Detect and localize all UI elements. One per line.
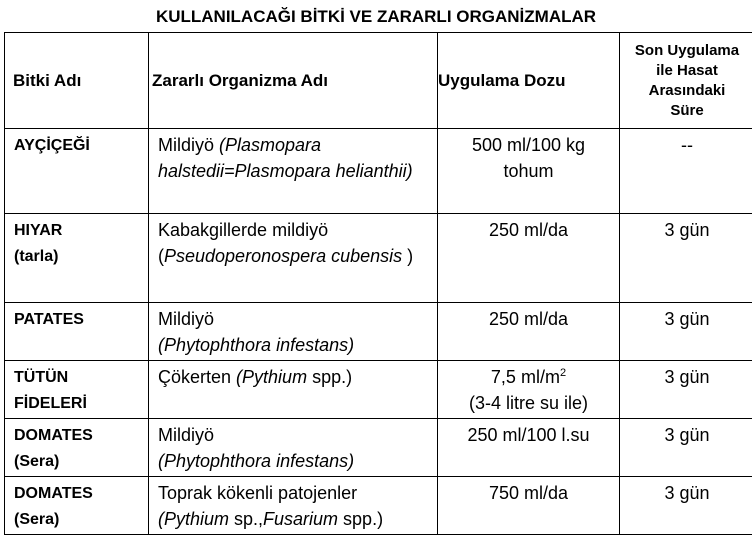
table-row (5, 361, 752, 419)
harvest-interval-value: 3 gün (620, 303, 752, 361)
table-row (5, 214, 752, 303)
document-title: KULLANILACAĞI BİTKİ VE ZARARLI ORGANİZMALAR (155, 7, 597, 26)
dose-value: 500 ml/100 kg tohum (438, 129, 620, 214)
table-row (5, 303, 752, 361)
harvest-interval-value: -- (620, 129, 752, 214)
table-header-row (5, 33, 752, 129)
plant-name: HIYAR (tarla) (5, 214, 149, 303)
pest-name: Çökerten (Pythium spp.) (149, 361, 438, 419)
plant-name: DOMATES (Sera) (5, 477, 149, 535)
dose-value: 250 ml/da (438, 303, 620, 361)
header-pest: Zararlı Organizma Adı (149, 33, 438, 129)
table-row (5, 419, 752, 477)
header-harvest-line: ile Hasat (656, 61, 718, 79)
header-harvest-interval (620, 33, 752, 129)
plant-name: TÜTÜN FİDELERİ (5, 361, 149, 419)
pest-name: Kabakgillerde mildiyö (Pseudoperonospera cubensis ) (149, 214, 438, 303)
dose-value: 750 ml/da (438, 477, 620, 535)
dose-value: 250 ml/da (438, 214, 620, 303)
table-row (5, 129, 752, 214)
harvest-interval-value: 3 gün (620, 214, 752, 303)
plant-name: DOMATES (Sera) (5, 419, 149, 477)
crop-pest-table (4, 32, 752, 535)
pest-name: Toprak kökenli patojenler (Pythium sp.,Fusarium spp.) (149, 477, 438, 535)
plant-name: AYÇİÇEĞİ (5, 129, 149, 214)
header-plant: Bitki Adı (5, 33, 149, 129)
dose-value: 250 ml/100 l.su (438, 419, 620, 477)
plant-name: PATATES (5, 303, 149, 361)
harvest-interval-value: 3 gün (620, 477, 752, 535)
header-harvest-line: Süre (670, 101, 704, 119)
header-harvest-line: Arasındaki (648, 81, 726, 99)
pest-name: Mildiyö (Phytophthora infestans) (149, 419, 438, 477)
header-harvest-line: Son Uygulama (634, 41, 740, 59)
pest-name: Mildiyö (Plasmopara halstedii=Plasmopara helianthii) (149, 129, 438, 214)
harvest-interval-value: 3 gün (620, 419, 752, 477)
harvest-interval-value: 3 gün (620, 361, 752, 419)
table-row (5, 477, 752, 535)
pest-name: Mildiyö (Phytophthora infestans) (149, 303, 438, 361)
header-dose: Uygulama Dozu (438, 33, 620, 129)
dose-value: 7,5 $ml/m^2$ (3-4 litre su ile) (438, 361, 620, 419)
